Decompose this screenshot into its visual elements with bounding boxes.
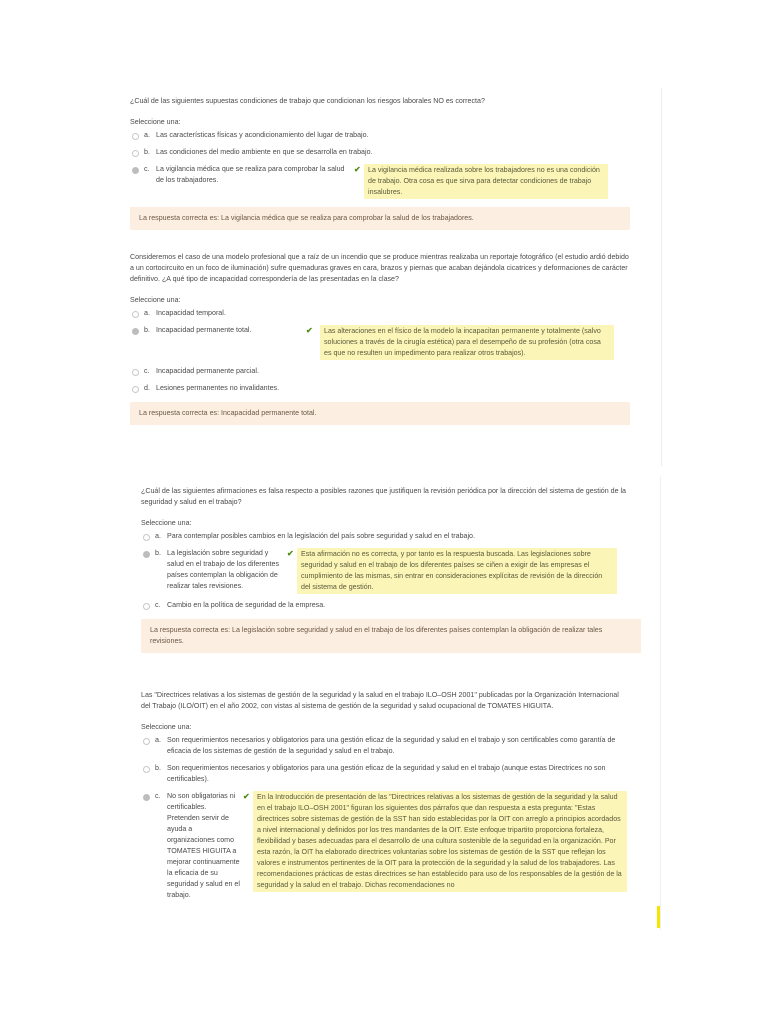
correct-check-icon: ✔ <box>306 326 313 335</box>
option-a[interactable] <box>130 308 630 319</box>
option-text: Incapacidad permanente total. <box>156 326 252 334</box>
feedback-box: Esta afirmación no es correcta, y por tanto es la respuesta buscada. Las legislaciones sobre seguridad y salud en el trabajo de los diferentes países se ciñen a exigir de las empresas el cumplimiento de las mismas, sin entrar en consideraciones explícitas de revisión de la dirección del sistema de gestión. <box>297 548 617 594</box>
feedback-box: Las alteraciones en el físico de la modelo la incapacitan permanente y totalmente (salvo soluciones a través de la cirugía estética) para el desempeño de su profesión (otra cosa es que no resulten un impedimento para realizar otros trabajos). <box>320 325 614 360</box>
option-text: Incapacidad permanente parcial. <box>156 367 259 375</box>
question-2 <box>130 252 630 425</box>
option-letter: d. <box>144 384 150 392</box>
radio-button[interactable] <box>143 766 150 773</box>
select-label: Seleccione una: <box>130 296 181 304</box>
correct-check-icon: ✔ <box>354 165 361 174</box>
correct-check-icon: ✔ <box>243 792 250 801</box>
option-b[interactable] <box>130 325 630 360</box>
option-text: La vigilancia médica que se realiza para comprobar la salud de los trabajadores. <box>156 165 345 184</box>
radio-button[interactable] <box>143 603 150 610</box>
option-letter: c. <box>144 367 150 375</box>
radio-button[interactable] <box>143 534 150 541</box>
correct-check-icon: ✔ <box>287 549 294 558</box>
question-4 <box>141 690 627 907</box>
correct-answer-box: La respuesta correcta es: La legislación sobre seguridad y salud en el trabajo de los diferentes países contemplan la obligación de realizar tales revisiones. <box>141 619 641 653</box>
option-text: Lesiones permanentes no invalidantes. <box>156 384 280 392</box>
option-c[interactable] <box>141 791 627 901</box>
option-letter: a. <box>144 131 150 139</box>
radio-button-selected[interactable] <box>143 794 150 801</box>
option-c[interactable] <box>130 164 630 199</box>
option-letter: b. <box>144 326 150 334</box>
question-1 <box>130 96 630 230</box>
option-a[interactable] <box>130 130 630 141</box>
option-b[interactable] <box>141 548 641 594</box>
radio-button[interactable] <box>143 738 150 745</box>
option-a[interactable] <box>141 735 627 757</box>
option-letter: c. <box>155 792 161 800</box>
feedback-box: En la Introducción de presentación de las "Directrices relativas a los sistemas de gestión de la seguridad y la salud en el trabajo ILO–OSH 2001" figuran los siguientes dos párrafos que dan respuesta a esta pregunta: "Estas directrices sobre sistemas de gestión de la SST han sido establecidas por la OIT con arreglo a principios acordados a nivel internacional y definidos por los tres mandantes de la OIT. Este enfoque tripartito proporciona fortaleza, flexibilidad y bases adecuadas para el desarrollo de una cultura sostenible de la seguridad en la organización. Por esta razón, la OIT ha elaborado directrices voluntarias sobre los sistemas de gestión de la SST que reflejan los valores e instrumentos pertinentes de la OIT para la protección de la seguridad y la salud de los trabajadores. Las recomendaciones prácticas de estas directrices se han establecido para uso de los responsables de la gestión de la seguridad y la salud en el trabajo. Dichas recomendaciones no <box>253 791 627 892</box>
option-d[interactable] <box>130 383 630 394</box>
question-text: ¿Cuál de las siguientes supuestas condiciones de trabajo que condicionan los riesgos laborales NO es correcta? <box>130 97 485 105</box>
option-letter: a. <box>144 309 150 317</box>
option-text: Incapacidad temporal. <box>156 309 226 317</box>
radio-button[interactable] <box>132 133 139 140</box>
quiz-page-2 <box>124 476 661 930</box>
option-b[interactable] <box>130 147 630 158</box>
select-label: Seleccione una: <box>130 118 181 126</box>
correct-answer-box: La respuesta correcta es: La vigilancia médica que se realiza para comprobar la salud de los trabajadores. <box>130 207 630 230</box>
option-text: Son requerimientos necesarios y obligatorios para una gestión eficaz de la seguridad y salud en el trabajo y son certificables como garantía de eficacia de los sistemas de gestión de la seguridad y salud en el trabajo. <box>167 736 616 755</box>
option-text: Son requerimientos necesarios y obligatorios para una gestión eficaz de la seguridad y salud en el trabajo (aunque estas Directrices no son certificables). <box>167 764 606 783</box>
radio-button[interactable] <box>132 386 139 393</box>
radio-button[interactable] <box>132 369 139 376</box>
question-text: Consideremos el caso de una modelo profesional que a raíz de un incendio que se produce mientras realizaba un reportaje fotográfico (el estudio ardió debido a un cortocircuito en un foco de iluminación) sufre quemaduras graves en cara, brazos y piernas que acaban dejándola cicatrices y deformaciones de carácter definitivo. ¿A qué tipo de incapacidad correspondería de las presentadas en la clase? <box>130 253 629 283</box>
option-letter: c. <box>144 165 150 173</box>
quiz-page-1 <box>113 88 662 466</box>
option-c[interactable] <box>130 366 630 377</box>
select-label: Seleccione una: <box>141 519 192 527</box>
option-b[interactable] <box>141 763 627 785</box>
correct-answer-box: La respuesta correcta es: Incapacidad permanente total. <box>130 402 630 425</box>
question-text: ¿Cuál de las siguientes afirmaciones es falsa respecto a posibles razones que justifiquen la revisión periódica por la dirección del sistema de gestión de la seguridad y salud en el trabajo? <box>141 487 627 506</box>
option-text: Para contemplar posibles cambios en la legislación del país sobre seguridad y salud en el trabajo. <box>167 532 475 540</box>
option-text: Las condiciones del medio ambiente en que se desarrolla en trabajo. <box>156 148 373 156</box>
radio-button-selected[interactable] <box>132 328 139 335</box>
option-c[interactable] <box>141 600 641 611</box>
option-text: Las características físicas y acondicionamiento del lugar de trabajo. <box>156 131 369 139</box>
option-letter: a. <box>155 736 161 744</box>
option-letter: b. <box>144 148 150 156</box>
radio-button-selected[interactable] <box>143 551 150 558</box>
option-letter: b. <box>155 549 161 557</box>
radio-button-selected[interactable] <box>132 167 139 174</box>
option-letter: b. <box>155 764 161 772</box>
question-text: Las "Directrices relativas a los sistemas de gestión de la seguridad y la salud en el trabajo ILO–OSH 2001" publicadas por la Organización Internacional del Trabajo (ILO/OIT) en el año 2002, con vistas al sistema de gestión de la seguridad y salud ocupacional de TOMATES HIGUITA. <box>141 691 619 710</box>
radio-button[interactable] <box>132 311 139 318</box>
option-text: La legislación sobre seguridad y salud en el trabajo de los diferentes países contemplan la obligación de realizar tales revisiones. <box>167 549 279 590</box>
option-letter: a. <box>155 532 161 540</box>
scrollbar-marker <box>657 906 660 928</box>
select-label: Seleccione una: <box>141 723 192 731</box>
option-text: No son obligatorias ni certificables. Pretenden servir de ayuda a organizaciones como TOMATES HIGUITA a mejorar continuamente la eficacia de su seguridad y salud en el trabajo. <box>167 792 240 899</box>
option-letter: c. <box>155 601 161 609</box>
feedback-box: La vigilancia médica realizada sobre los trabajadores no es una condición de trabajo. Otra cosa es que sirva para detectar condiciones de trabajo insalubres. <box>364 164 608 199</box>
option-a[interactable] <box>141 531 641 542</box>
question-3 <box>141 486 641 653</box>
option-text: Cambio en la política de seguridad de la empresa. <box>167 601 326 609</box>
radio-button[interactable] <box>132 150 139 157</box>
